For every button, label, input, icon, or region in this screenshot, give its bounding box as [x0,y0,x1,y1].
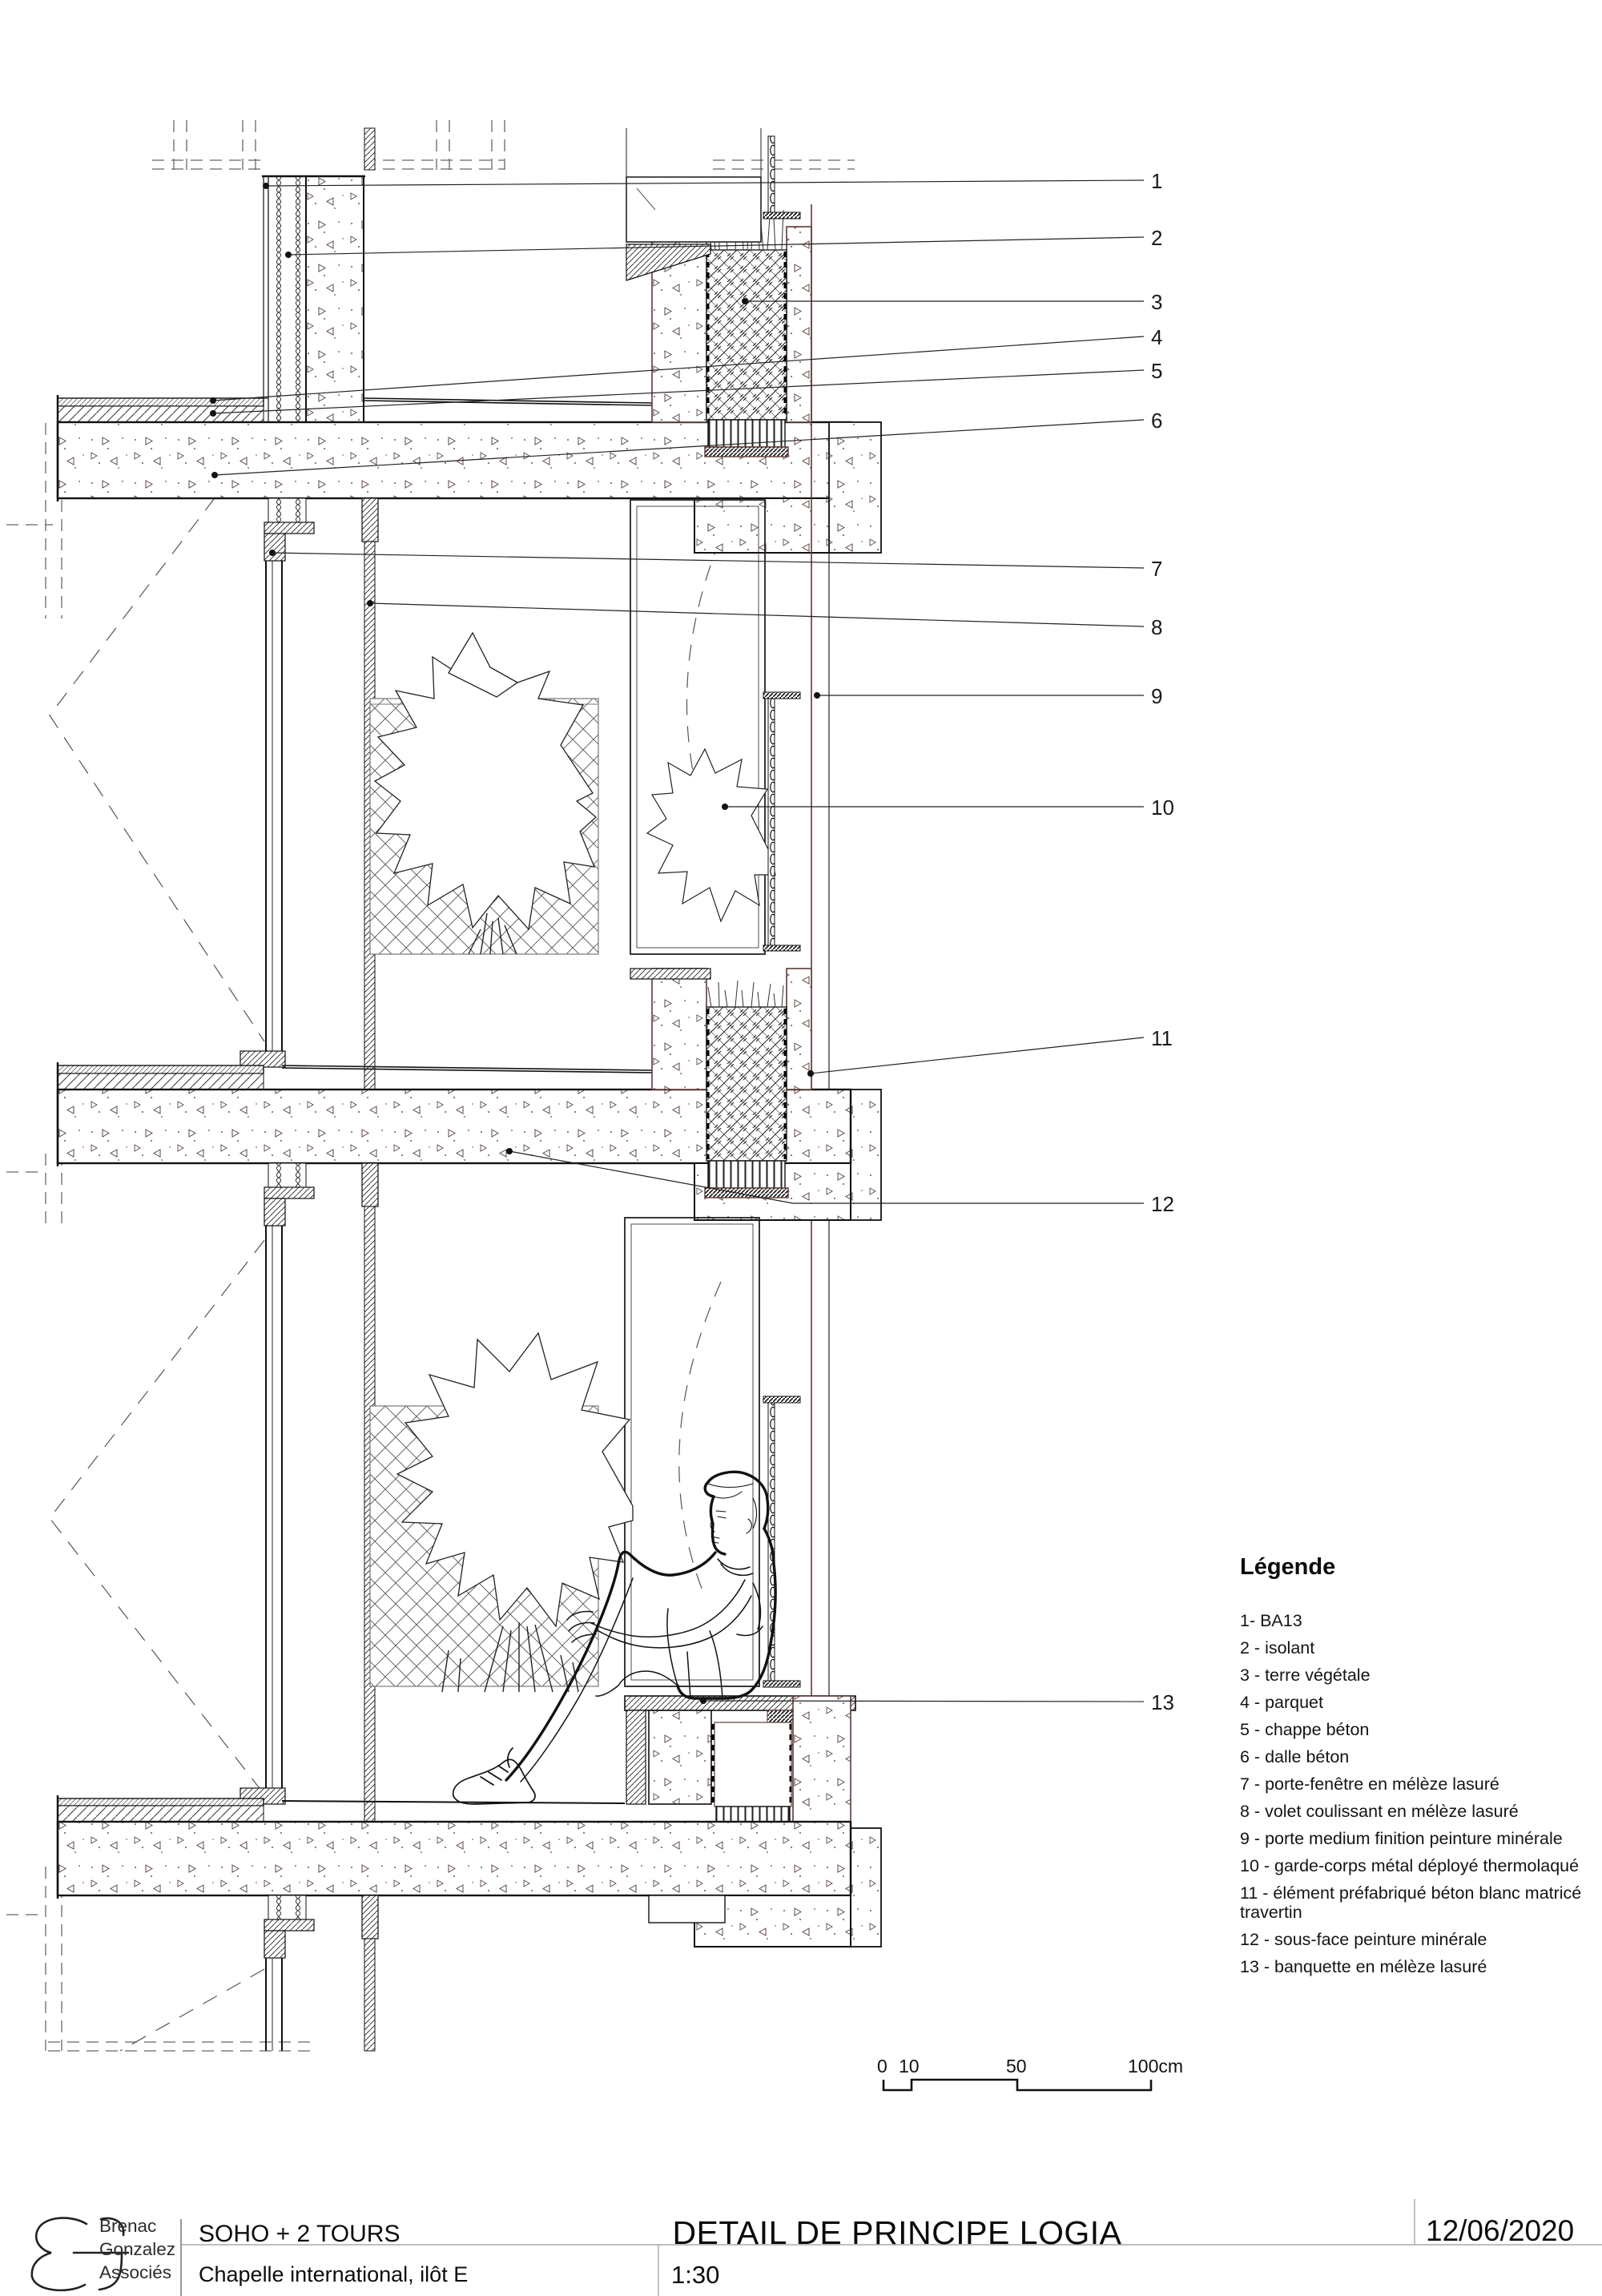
legend-item-3: 3 - terre végétale [1240,1666,1371,1685]
shrub-planter2 [647,749,775,921]
planter-floor1 [626,128,811,457]
wall-top-floor [262,176,365,422]
legend-item-10: 10 - garde-corps métal déployé thermolaqué [1240,1856,1580,1875]
legend-item-2: 2 - isolant [1240,1638,1315,1658]
callout-number-11: 11 [1151,1026,1173,1050]
legend-item-9: 9 - porte medium finition peinture minérale [1240,1829,1563,1848]
window-band2 [240,1226,285,1804]
legend-title: Légende [1240,1554,1336,1580]
callout-number-5: 5 [1151,359,1163,383]
callout-number-7: 7 [1151,557,1163,581]
firm-name-line3: Associés [99,2262,172,2282]
chain-band1 [763,692,800,951]
callout-number-8: 8 [1151,615,1163,639]
door-band2 [625,1218,759,1686]
legend [1240,1554,1602,1984]
legend-item-8: 8 - volet coulissant en mélèze lasuré [1240,1802,1519,1821]
project-name: SOHO + 2 TOURS [199,2221,400,2247]
window-band1 [240,561,285,1067]
legend-item-7: 7 - porte-fenêtre en mélèze lasuré [1240,1774,1499,1794]
firm-name-line1: Brenac [99,2216,157,2236]
callout-number-4: 4 [1151,325,1163,349]
legend-item-12: 12 - sous-face peinture minérale [1240,1930,1487,1949]
callout-number-10: 10 [1151,796,1174,820]
callout-number-1: 1 [1151,169,1163,193]
drawing-scale: 1:30 [671,2261,720,2289]
scale-bar [884,2080,1151,2090]
scale-label-0: 0 [877,2056,888,2076]
legend-item-13: 13 - banquette en mélèze lasuré [1240,1957,1487,1976]
scale-label-100: 100cm [1128,2056,1184,2076]
scale-label-10: 10 [899,2056,920,2076]
legend-item-6: 6 - dalle béton [1240,1747,1350,1766]
firm-name [99,2214,175,2284]
callout-number-6: 6 [1151,409,1163,433]
legend-item-11: 11 - élément préfabriqué béton blanc matricé travertin [1240,1883,1582,1922]
drawing-title: DETAIL DE PRINCIPE LOGIA [672,2214,1122,2251]
callout-number-9: 9 [1151,684,1163,708]
scale-label-50: 50 [1006,2056,1027,2076]
callout-number-3: 3 [1151,290,1163,314]
legend-item-1: 1- BA13 [1240,1611,1302,1630]
firm-name-line2: Gonzalez [99,2239,176,2259]
callout-number-12: 12 [1151,1192,1174,1216]
legend-item-5: 5 - chappe béton [1240,1720,1370,1739]
legend-item-4: 4 - parquet [1240,1693,1323,1712]
drawing-date: 12/06/2020 [1426,2214,1575,2247]
callout-number-13: 13 [1151,1690,1174,1714]
project-location: Chapelle international, ilôt E [199,2262,469,2286]
callout-number-2: 2 [1151,226,1163,250]
